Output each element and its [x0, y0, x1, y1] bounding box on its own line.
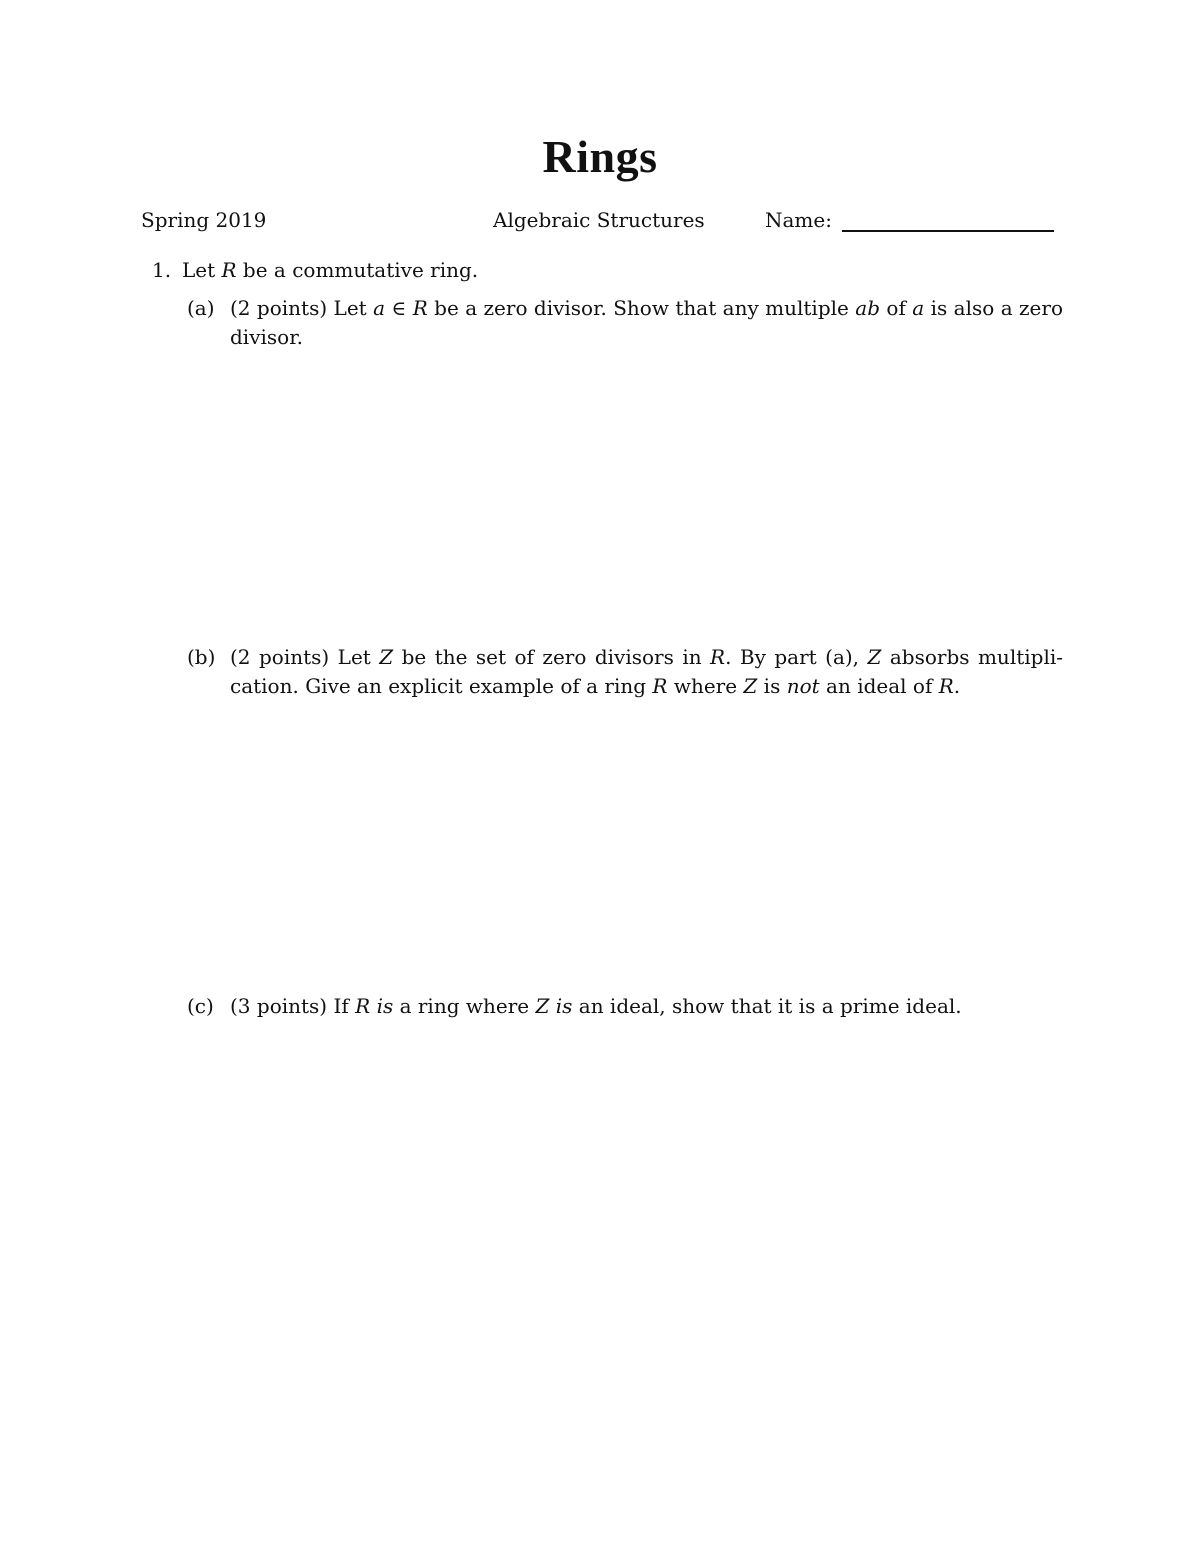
part-text [230, 294, 1063, 352]
text: where [667, 674, 744, 698]
text: an ideal of [819, 674, 939, 698]
math-var: ab [855, 296, 881, 320]
question-1b [187, 643, 1063, 701]
text: be a commutative ring. [236, 258, 479, 282]
part-label: (b) [187, 645, 216, 669]
math-var: R [652, 674, 668, 698]
text: . By part (a), [725, 645, 868, 669]
semester-label: Spring 2019 [141, 208, 267, 232]
text: ∈ [385, 296, 413, 320]
math-var: a [912, 296, 925, 320]
course-label: Algebraic Structures [493, 208, 705, 232]
name-label: Name: [765, 208, 832, 232]
text: absorbs multipli-cation. Give an explicit example of a ring [230, 645, 1063, 698]
math-var: R [412, 296, 428, 320]
emphasis: not [786, 674, 820, 698]
text: (3 points) If [230, 994, 356, 1018]
page-title: Rings [542, 131, 658, 182]
emphasis: is [555, 994, 573, 1018]
name-blank-line[interactable] [842, 212, 1054, 232]
text: a ring where [393, 994, 536, 1018]
text: be a zero divisor. Show that any multiple [427, 296, 856, 320]
part-label: (c) [187, 994, 214, 1018]
text: . [953, 674, 961, 698]
part-label: (a) [187, 296, 215, 320]
emphasis: is [376, 994, 394, 1018]
math-var: Z [535, 994, 550, 1018]
question-1c [187, 992, 1063, 1021]
math-var: R [355, 994, 371, 1018]
part-text [230, 643, 1063, 701]
math-var: Z [867, 645, 882, 669]
question-1a [187, 294, 1063, 352]
text: (2 points) Let [230, 645, 380, 669]
name-field[interactable] [765, 208, 1054, 232]
math-var: Z [379, 645, 394, 669]
text: an ideal, show that it is a prime ideal. [572, 994, 962, 1018]
part-text [230, 992, 1063, 1021]
math-var: R [938, 674, 954, 698]
math-var: R [221, 258, 237, 282]
question-number: 1. [152, 258, 172, 282]
math-var: Z [743, 674, 758, 698]
text: is [757, 674, 787, 698]
text: Let [182, 258, 222, 282]
text: is also a zero divisor. [230, 296, 1063, 349]
text: be the set of zero divisors in [393, 645, 711, 669]
text: of [880, 296, 913, 320]
question-1-intro [152, 256, 478, 285]
math-var: R [710, 645, 726, 669]
text: (2 points) Let [230, 296, 374, 320]
math-var: a [373, 296, 386, 320]
